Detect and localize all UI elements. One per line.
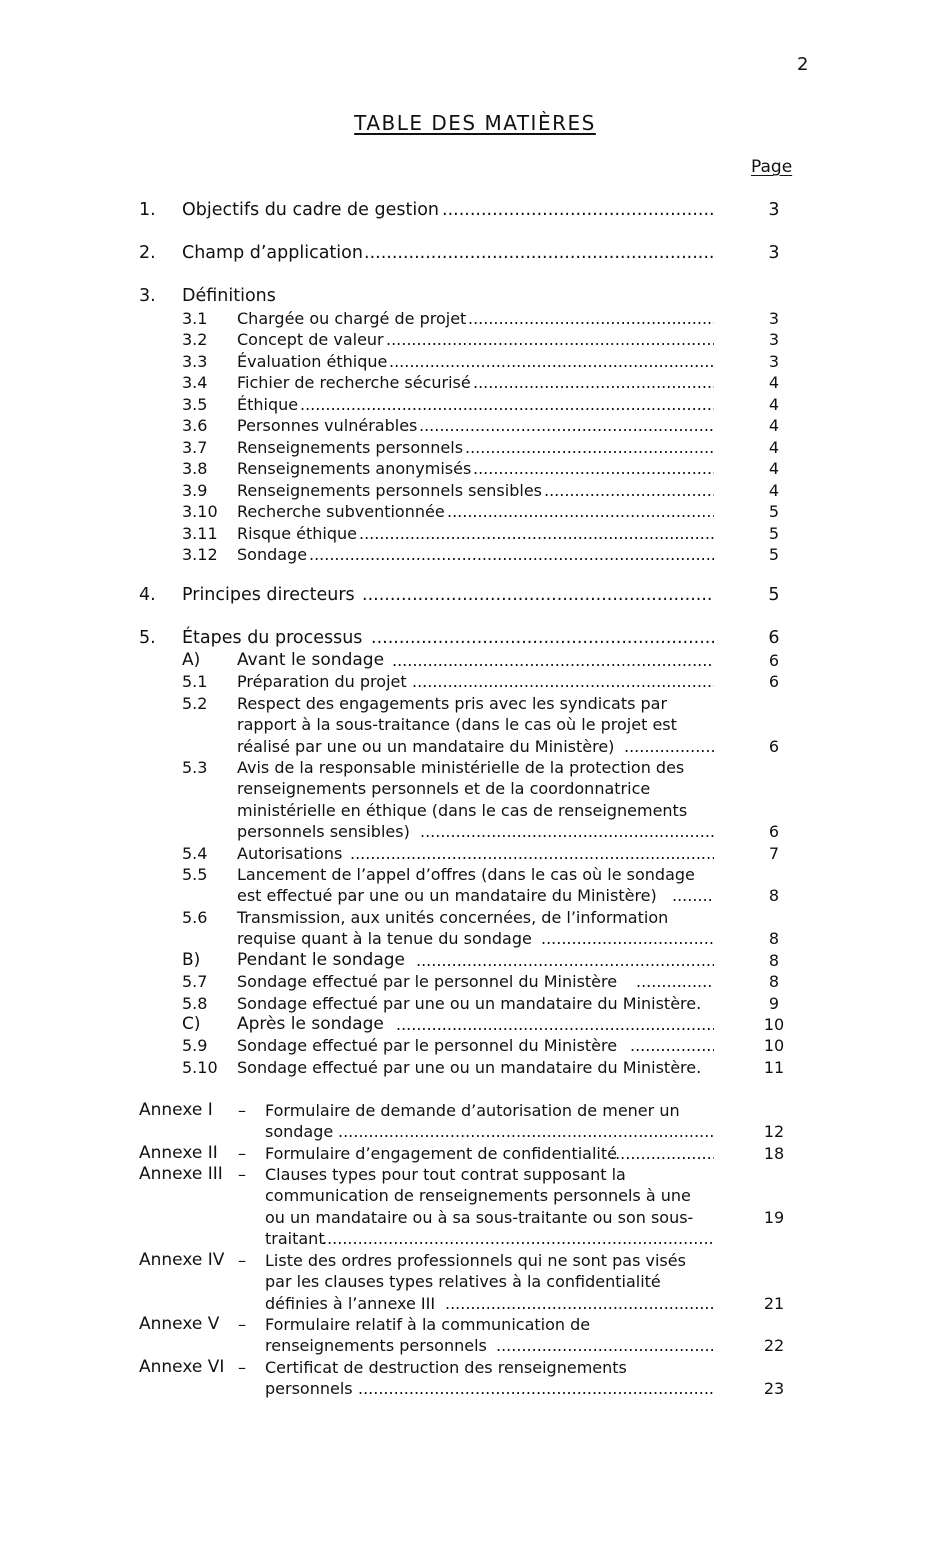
entry-label: Pendant le sondage: [237, 950, 406, 970]
entry-label: Recherche subventionnée: [237, 502, 445, 522]
entry-dash: –: [238, 1165, 246, 1184]
dot-leader: [447, 501, 714, 522]
entry-page: 3: [768, 330, 780, 350]
entry-number: 3.11: [182, 523, 218, 543]
entry-label: Sondage effectué par le personnel du Ministère: [237, 972, 618, 991]
entry-label-line: Respect des engagements pris avec les syndicats par: [237, 694, 668, 713]
entry-label: Évaluation éthique: [237, 351, 388, 371]
toc-entry-5-2[interactable]: [0, 693, 950, 757]
entry-number: A): [182, 650, 201, 670]
entry-label-line: requise quant à la tenue du sondage: [237, 929, 532, 949]
entry-dash: –: [238, 1315, 246, 1334]
entry-label-line: est effectué par une ou un mandataire du Ministère): [237, 886, 657, 906]
entry-page: 19: [763, 1207, 785, 1227]
entry-number: 3.2: [182, 330, 208, 350]
toc-entry-5-3[interactable]: [0, 757, 950, 843]
entry-dash: –: [238, 1101, 246, 1120]
entry-number: 3.5: [182, 394, 208, 414]
dot-leader: [496, 1335, 714, 1356]
dot-leader: [322, 1228, 714, 1249]
entry-number: 5.9: [182, 1036, 208, 1055]
entry-page: 8: [768, 951, 780, 970]
entry-label-line: communication de renseignements personnels à une: [265, 1186, 691, 1206]
entry-number: 3.12: [182, 544, 218, 564]
entry-label-line: définies à l’annexe III: [265, 1293, 436, 1313]
dot-leader: [386, 329, 714, 350]
entry-label: Renseignements anonymisés: [237, 459, 472, 479]
entry-number: 3.4: [182, 373, 208, 393]
dot-leader: [672, 885, 714, 906]
toc-entry-annexe-4[interactable]: [0, 1250, 950, 1314]
entry-label: Sondage effectué par une ou un mandataire du Ministère.: [237, 1058, 702, 1077]
entry-number: Annexe VI: [139, 1357, 225, 1377]
dot-leader: [419, 415, 714, 436]
entry-page: 3: [768, 200, 780, 220]
entry-page: 5: [768, 523, 780, 543]
entry-label-line: Transmission, aux unités concernées, de l’information: [237, 908, 669, 927]
entry-label-line: Formulaire d’engagement de confidentialité: [265, 1144, 617, 1163]
entry-page: 10: [763, 1015, 785, 1034]
entry-dash: –: [238, 1144, 246, 1163]
entry-page: 10: [763, 1036, 785, 1055]
dot-leader: [371, 628, 714, 649]
entry-page: 23: [763, 1379, 785, 1399]
entry-page: 6: [768, 672, 780, 691]
entry-page: 12: [763, 1122, 785, 1142]
entry-page: 4: [768, 416, 780, 436]
entry-label-line: Certificat de destruction des renseignements: [265, 1358, 627, 1377]
entry-label: Objectifs du cadre de gestion: [182, 200, 440, 220]
entry-number: C): [182, 1014, 201, 1034]
entry-page: 4: [768, 480, 780, 500]
toc-title-text: TABLE DES MATIÈRES: [354, 111, 596, 135]
entry-page: 18: [763, 1144, 785, 1163]
entry-page: 4: [768, 459, 780, 479]
entry-label: Sondage effectué par une ou un mandataire du Ministère.: [237, 994, 702, 1013]
entry-number: 5.1: [182, 672, 208, 691]
entry-number: 3.10: [182, 502, 218, 522]
dot-leader: [364, 243, 714, 264]
entry-page: 4: [768, 373, 780, 393]
entry-label: Risque éthique: [237, 523, 357, 543]
entry-number: 3.6: [182, 416, 208, 436]
dot-leader: [420, 821, 714, 842]
dot-leader: [465, 437, 714, 458]
entry-label: Après le sondage: [237, 1014, 384, 1034]
entry-page: 5: [768, 585, 780, 605]
dot-leader: [300, 394, 714, 415]
entry-page: 11: [763, 1058, 785, 1077]
entry-label: Avant le sondage: [237, 650, 385, 670]
entry-label: Sondage effectué par le personnel du Ministère: [237, 1036, 618, 1055]
entry-page: 8: [768, 886, 780, 906]
entry-label-line: Liste des ordres professionnels qui ne sont pas visés: [265, 1251, 686, 1270]
entry-number: 5.5: [182, 865, 208, 884]
entry-label-line: Lancement de l’appel d’offres (dans le cas où le sondage: [237, 865, 695, 884]
dot-leader: [624, 736, 714, 757]
entry-number: Annexe I: [139, 1100, 213, 1120]
entry-label-line: Formulaire relatif à la communication de: [265, 1315, 591, 1334]
entry-label: Renseignements personnels sensibles: [237, 480, 542, 500]
entry-page: 6: [768, 736, 780, 756]
entry-page: 4: [768, 437, 780, 457]
page-number: 2: [797, 54, 809, 75]
entry-page: 7: [768, 844, 780, 863]
entry-page: 3: [768, 309, 780, 328]
entry-number: 5.2: [182, 694, 208, 713]
dot-leader: [442, 200, 714, 221]
entry-page: 5: [768, 544, 780, 564]
entry-label: Champ d’application: [182, 243, 363, 263]
entry-number: 4.: [139, 585, 156, 605]
entry-number: 5.10: [182, 1058, 218, 1077]
entry-page: 21: [763, 1293, 785, 1313]
entry-label: Définitions: [182, 286, 276, 306]
entry-number: 3.7: [182, 437, 208, 457]
entry-page: 3: [768, 351, 780, 371]
entry-label: Préparation du projet: [237, 672, 407, 691]
entry-number: 1.: [139, 200, 156, 220]
entry-number: 3.3: [182, 351, 208, 371]
dot-leader: [350, 843, 714, 864]
entry-number: 3.8: [182, 459, 208, 479]
toc-entry-annexe-1[interactable]: [0, 1100, 950, 1143]
entry-number: 3.1: [182, 309, 208, 328]
toc-entry-5-6[interactable]: [0, 907, 950, 950]
page-column-header: Page: [751, 157, 793, 177]
entry-label-line: traitant: [265, 1229, 325, 1249]
dot-leader: [636, 971, 714, 992]
entry-page: 4: [768, 394, 780, 414]
entry-label: Concept de valeur: [237, 330, 384, 350]
entry-number: 2.: [139, 243, 156, 263]
entry-label-line: personnels sensibles): [237, 822, 410, 842]
toc-entry-5-5[interactable]: [0, 864, 950, 907]
entry-number: B): [182, 950, 201, 970]
entry-page: 9: [768, 994, 780, 1013]
entry-page: 8: [768, 972, 780, 991]
entry-label: Éthique: [237, 394, 299, 414]
dot-leader: [473, 458, 714, 479]
dot-leader: [358, 1378, 714, 1399]
toc-entry-annexe-3[interactable]: [0, 1164, 950, 1250]
entry-number: 5.4: [182, 844, 208, 863]
entry-number: 5.6: [182, 908, 208, 927]
dot-leader: [445, 1293, 714, 1314]
entry-page: 6: [768, 628, 780, 648]
dot-leader: [544, 480, 714, 501]
entry-label-line: Clauses types pour tout contrat supposant la: [265, 1165, 626, 1184]
dot-leader: [541, 928, 714, 949]
entry-label-line: par les clauses types relatives à la confidentialité: [265, 1272, 661, 1292]
entry-page: 3: [768, 243, 780, 263]
entry-number: 5.: [139, 628, 156, 648]
entry-label: Chargée ou chargé de projet: [237, 309, 467, 328]
entry-label-line: renseignements personnels et de la coordonnatrice: [237, 779, 651, 799]
dot-leader: [389, 351, 714, 372]
entry-label-line: rapport à la sous-traitance (dans le cas où le projet est: [237, 715, 677, 735]
entry-page: 6: [768, 822, 780, 842]
entry-number: Annexe IV: [139, 1250, 225, 1270]
dot-leader: [416, 950, 714, 971]
dot-leader: [362, 585, 714, 606]
entry-label: Fichier de recherche sécurisé: [237, 373, 471, 393]
dot-leader: [412, 671, 714, 692]
toc-entry-annexe-6[interactable]: [0, 1357, 950, 1400]
entry-page: 8: [768, 929, 780, 949]
entry-dash: –: [238, 1358, 246, 1377]
entry-number: Annexe III: [139, 1164, 223, 1184]
entry-label: Principes directeurs: [182, 585, 355, 605]
entry-label-line: sondage: [265, 1122, 334, 1142]
entry-page: 22: [763, 1336, 785, 1356]
dot-leader: [610, 1143, 714, 1164]
entry-label-line: Formulaire de demande d’autorisation de mener un: [265, 1101, 680, 1120]
entry-number: 3.9: [182, 480, 208, 500]
dot-leader: [359, 523, 714, 544]
entry-number: 5.3: [182, 758, 208, 777]
toc-entry-annexe-5[interactable]: [0, 1314, 950, 1357]
dot-leader: [338, 1121, 714, 1142]
entry-label: Personnes vulnérables: [237, 416, 418, 436]
dot-leader: [396, 1014, 714, 1035]
dot-leader: [309, 544, 714, 565]
entry-label-line: personnels: [265, 1379, 353, 1399]
entry-label-line: Avis de la responsable ministérielle de la protection des: [237, 758, 685, 777]
entry-dash: –: [238, 1251, 246, 1270]
entry-label: Sondage: [237, 544, 308, 564]
dot-leader: [473, 372, 714, 393]
entry-label-line: ou un mandataire ou à sa sous-traitante ou son sous-: [265, 1207, 694, 1227]
entry-label-line: réalisé par une ou un mandataire du Ministère): [237, 736, 615, 756]
dot-leader: [630, 1035, 714, 1056]
entry-page: 6: [768, 651, 780, 670]
entry-label-line: renseignements personnels: [265, 1336, 487, 1356]
entry-label: Renseignements personnels: [237, 437, 464, 457]
entry-page: 5: [768, 502, 780, 522]
entry-label: Autorisations: [237, 844, 343, 863]
entry-label-line: ministérielle en éthique (dans le cas de renseignements: [237, 800, 688, 820]
entry-number: Annexe II: [139, 1143, 218, 1163]
entry-number: 3.: [139, 286, 156, 306]
dot-leader: [392, 650, 714, 671]
dot-leader: [468, 308, 714, 329]
entry-number: 5.8: [182, 994, 208, 1013]
entry-number: Annexe V: [139, 1314, 220, 1334]
entry-number: 5.7: [182, 972, 208, 991]
entry-label: Étapes du processus: [182, 628, 363, 648]
